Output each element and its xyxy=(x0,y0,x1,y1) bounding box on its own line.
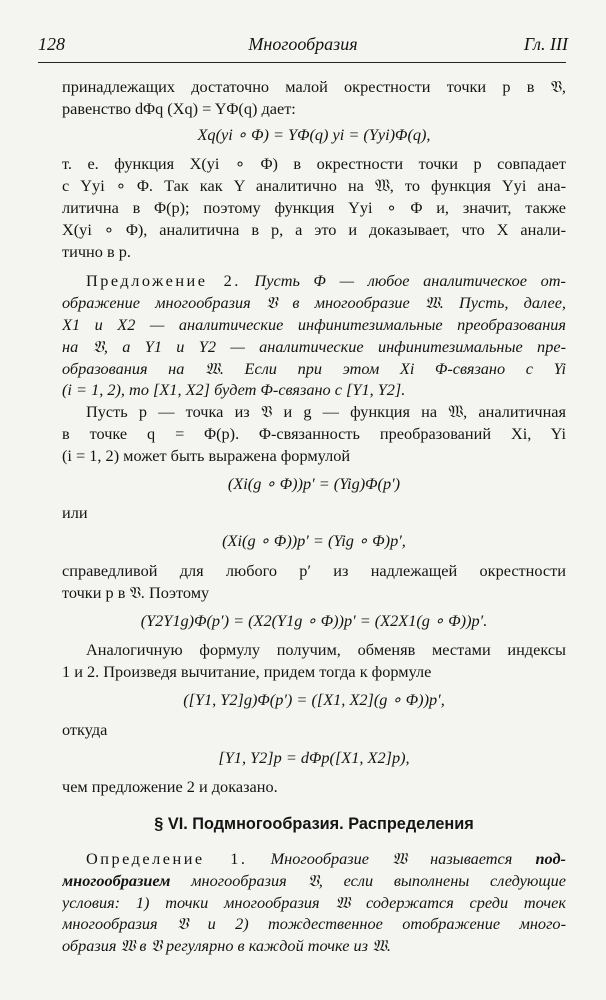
definition-line: образия 𝔚 в 𝔙 регулярно в каждой точке из 𝔚. xyxy=(62,936,391,956)
formula: (Xi(g ∘ Φ))p′ = (Yig)Φ(p′) xyxy=(227,473,401,493)
text-line: равенство dΦq (Xq) = YΦ(q) дает: xyxy=(62,98,296,118)
defined-term: многообразием xyxy=(62,870,171,890)
definition-label: Определение 1. xyxy=(86,848,248,868)
formula: ([Y1, Y2]g)Φ(p′) = ([X1, X2](g ∘ Φ))p′, xyxy=(183,689,445,709)
text-line: чем предложение 2 и доказано. xyxy=(62,777,278,797)
formula: Xq(yi ∘ Φ) = YΦ(q) yi = (Yyi)Φ(q), xyxy=(197,124,431,144)
text-line: в точке q = Φ(p). Φ-связанность преобразований Xi, Yi xyxy=(62,423,566,443)
proposition-line: X1 и X2 — аналитические инфинитезимальные преобразования xyxy=(62,314,566,334)
text-line: тично в p. xyxy=(62,241,131,261)
formula: [Y1, Y2]p = dΦp([X1, X2]p), xyxy=(218,747,410,767)
text-line: или xyxy=(62,503,88,523)
text-line: т. е. функция X(yi ∘ Φ) в окрестности точки p совпадает xyxy=(62,154,566,174)
header-rule xyxy=(38,62,566,63)
text-line: X(yi ∘ Φ), аналитична в p, а это и доказывает, что X анали- xyxy=(62,219,566,239)
text-line: (i = 1, 2) может быть выражена формулой xyxy=(62,445,351,465)
paragraph-gap xyxy=(62,262,566,270)
page-number: 128 xyxy=(38,34,65,54)
proposition-label: Предложение 2. xyxy=(86,271,241,291)
text-line: 1 и 2. Произведя вычитание, придем тогда к формуле xyxy=(62,662,432,682)
defined-term: под- xyxy=(535,848,566,868)
proposition-line: (i = 1, 2), то [X1, X2] будет Φ-связано с [Y1, Y2]. xyxy=(62,380,406,400)
page-body xyxy=(62,76,566,957)
chapter-label: Гл. III xyxy=(523,34,568,54)
definition-line xyxy=(62,870,566,892)
section-heading: § VI. Подмногообразия. Распределения xyxy=(154,815,474,834)
text-line: Пусть p — точка из 𝔙 и g — функция на 𝔚, аналитичная xyxy=(86,402,566,422)
proposition-line: ображение многообразия 𝔙 в многообразие 𝔚. Пусть, далее, xyxy=(62,293,566,313)
definition-line: многообразия 𝔙 и 2) тождественное отображение много- xyxy=(62,914,566,934)
definition-first-line xyxy=(62,848,566,870)
running-header xyxy=(38,28,568,58)
definition-text: многообразия 𝔙, если выполнены следующие xyxy=(191,870,566,890)
proposition-first-line xyxy=(62,270,566,292)
text-line: справедливой для любого p′ из надлежащей окрестности xyxy=(62,560,566,580)
text-line: с Yyi ∘ Φ. Так как Y аналитично на 𝔚, то функция Yyi ана- xyxy=(62,176,566,196)
proposition-line: образования на 𝔚. Если при этом Xi Φ-связано с Yi xyxy=(62,358,566,378)
text-line: точки p в 𝔙. Поэтому xyxy=(62,582,210,602)
proposition-line: на 𝔙, а Y1 и Y2 — аналитические инфинитезимальные пре- xyxy=(62,336,566,356)
running-title: Многообразия xyxy=(248,34,358,54)
text-line: литична в Φ(p); поэтому функция Yyi ∘ Φ и, значит, также xyxy=(62,197,566,217)
definition-text: Многообразие 𝔚 называется xyxy=(270,848,513,868)
text-line: Аналогичную формулу получим, обменяв местами индексы xyxy=(86,640,566,660)
formula: (Xi(g ∘ Φ))p′ = (Yig ∘ Φ)p′, xyxy=(222,531,406,551)
proposition-text: Пусть Φ — любое аналитическое от- xyxy=(254,271,566,291)
formula: (Y2Y1g)Φ(p′) = (X2(Y1g ∘ Φ))p′ = (X2X1(g ∘ Φ))p′. xyxy=(140,610,488,630)
text-line: откуда xyxy=(62,719,108,739)
definition-line: условия: 1) точки многообразия 𝔚 содержатся среди точек xyxy=(62,892,566,912)
text-line: принадлежащих достаточно малой окрестности точки p в 𝔙, xyxy=(62,77,566,96)
